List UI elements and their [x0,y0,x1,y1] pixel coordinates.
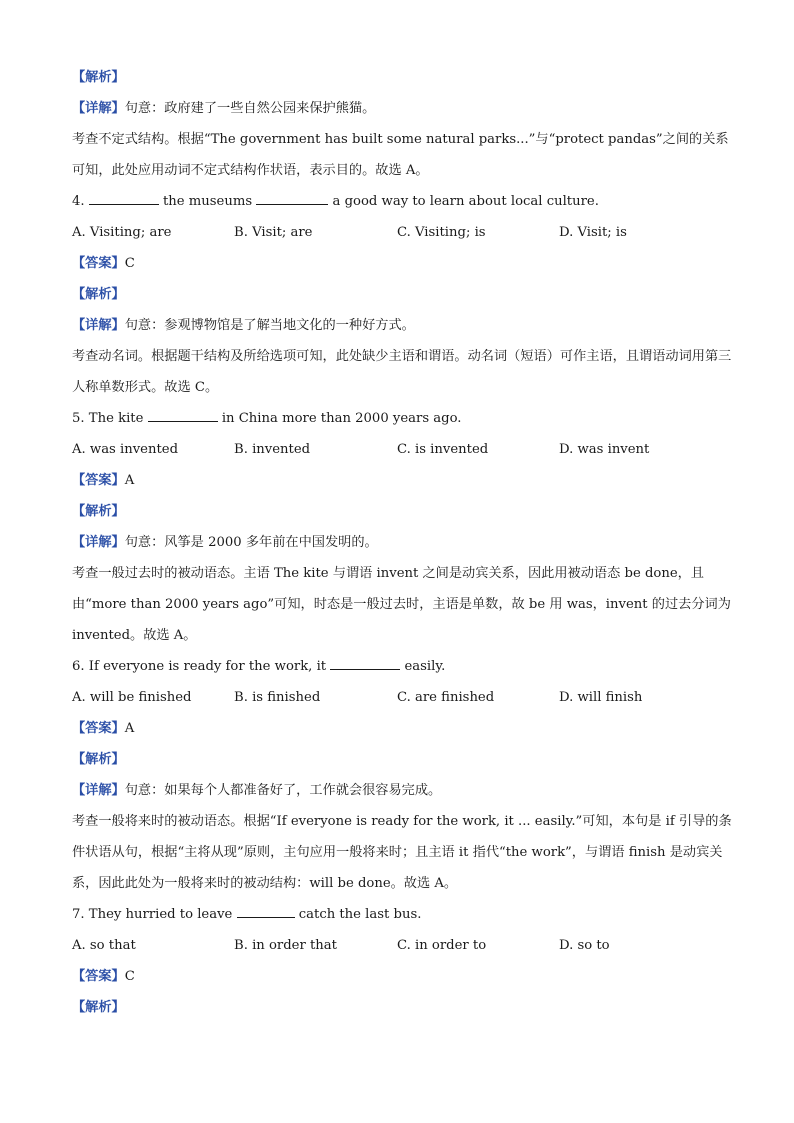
answer-line [72,248,732,279]
question-number: 4. [72,194,85,209]
stem-text: The kite [88,411,144,426]
detail-label: 【详解】 [72,535,125,550]
detail-line [72,527,732,558]
answer-line [72,465,732,496]
explanation-text: 考查一般过去时的被动语态。主语 The kite 与谓语 invent 之间是动宾关系，因此用被动语态 be done，且由“more than 2000 years ago”可知，时态是一般过去时，主语是单数，故 be 用 was，invent 的过去分词为 invented。故选 A。 [72,566,731,643]
detail-line [72,93,732,124]
detail-line [72,775,732,806]
answer-label: 【答案】 [72,969,125,984]
option-row [72,930,732,961]
answer-value: C [124,969,135,984]
analysis-label: 【解析】 [72,504,125,519]
option-a: A. Visiting; are [72,225,172,240]
answer-label: 【答案】 [72,256,125,271]
question-stem [72,186,732,217]
translation-text: 句意：风筝是 2000 多年前在中国发明的。 [124,535,378,550]
option-b: B. is finished [234,690,321,705]
question-stem [72,899,732,930]
question-stem [72,651,732,682]
document-page [72,62,732,1023]
answer-blank [237,903,295,918]
answer-value: C [124,256,135,271]
stem-text: the museums [163,194,253,209]
answer-blank [256,190,328,205]
detail-line [72,310,732,341]
option-a: A. will be finished [72,690,192,705]
option-d: D. so to [559,938,610,953]
question-number: 6. [72,659,85,674]
explanation-text: 考查动名词。根据题干结构及所给选项可知，此处缺少主语和谓语。动名词（短语）可作主语，且谓语动词用第三人称单数形式。故选 C。 [72,349,732,395]
answer-line [72,713,732,744]
analysis-label: 【解析】 [72,752,125,767]
answer-blank [89,190,159,205]
translation-text: 句意：如果每个人都准备好了，工作就会很容易完成。 [124,783,442,798]
answer-line [72,961,732,992]
option-d: D. was invent [559,442,650,457]
translation-text: 句意：政府建了一些自然公园来保护熊猫。 [124,101,376,116]
answer-blank [330,655,400,670]
option-a: A. was invented [72,442,179,457]
answer-blank [148,407,218,422]
stem-text: a good way to learn about local culture. [332,194,599,209]
question-stem [72,403,732,434]
option-b: B. Visit; are [234,225,313,240]
option-d: D. Visit; is [559,225,627,240]
option-c: C. Visiting; is [397,225,486,240]
stem-text: They hurried to leave [88,907,233,922]
analysis-label: 【解析】 [72,287,125,302]
answer-value: A [124,473,135,488]
analysis-label: 【解析】 [72,1000,125,1015]
option-row [72,217,732,248]
option-c: C. is invented [397,442,489,457]
option-b: B. invented [234,442,311,457]
explanation-text: 考查一般将来时的被动语态。根据“If everyone is ready for the work, it ... easily.”可知，本句是 if 引导的条件状语从句，根据“主将从现”原则，主句应用一般将来时；且主语 it 指代“the work”，与谓语 finish 是动宾关系，因此此处为一般将来时的被动结构：will be done。故选 A。 [72,814,732,891]
detail-label: 【详解】 [72,318,125,333]
explanation-text: 考查不定式结构。根据“The government has built some natural parks...”与“protect pandas”之间的关系可知，此处应用动词不定式结构作状语，表示目的。故选 A。 [72,132,729,178]
option-c: C. are finished [397,690,495,705]
option-row [72,682,732,713]
detail-label: 【详解】 [72,783,125,798]
stem-text: catch the last bus. [298,907,422,922]
answer-value: A [124,721,135,736]
answer-label: 【答案】 [72,473,125,488]
option-row [72,434,732,465]
translation-text: 句意：参观博物馆是了解当地文化的一种好方式。 [124,318,415,333]
question-number: 5. [72,411,85,426]
stem-text: easily. [404,659,446,674]
answer-label: 【答案】 [72,721,125,736]
option-d: D. will finish [559,690,643,705]
detail-label: 【详解】 [72,101,125,116]
question-number: 7. [72,907,85,922]
analysis-label: 【解析】 [72,70,125,85]
option-a: A. so that [72,938,136,953]
option-b: B. in order that [234,938,337,953]
stem-text: If everyone is ready for the work, it [88,659,327,674]
stem-text: in China more than 2000 years ago. [221,411,462,426]
option-c: C. in order to [397,938,487,953]
